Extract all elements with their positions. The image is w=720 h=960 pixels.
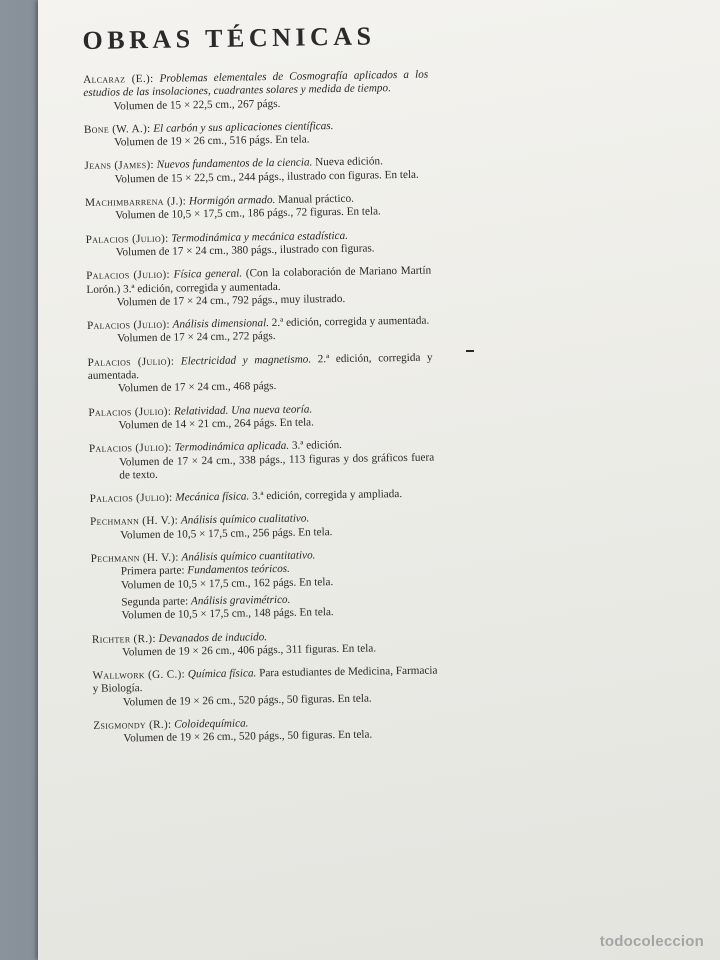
- entry-author: Palacios (Julio):: [85, 232, 169, 246]
- entry-details: Volumen de 19 × 26 cm., 520 págs., 50 figuras. En tela.: [123, 728, 373, 745]
- entry-title: Hormigón armado.: [188, 194, 276, 208]
- entry-edition: 2.ª edición, corregida y aumentada.: [271, 314, 430, 330]
- entry-edition: (Con la colaboración de Mariano Martín Lorón.) 3.ª edición, corregida y aumentada.: [86, 264, 432, 296]
- entry-author: Palacios (Julio):: [88, 441, 172, 456]
- entry-author: Palacios (Julio):: [87, 355, 175, 369]
- entry-part: [91, 561, 436, 593]
- list-item: [93, 714, 438, 746]
- list-item: [92, 628, 437, 660]
- entry-title: Relatividad. Una nueva teoría.: [173, 403, 313, 418]
- entry-author: Wallwork (G. C.):: [92, 668, 186, 683]
- entry-details: Volumen de 15 × 22,5 cm., 267 págs.: [113, 97, 281, 113]
- entry-edition: 3.ª edición.: [291, 439, 343, 452]
- entry-details: Volumen de 10,5 × 17,5 cm., 186 págs., 72 figuras. En tela.: [115, 205, 381, 222]
- entry-details: Volumen de 17 × 24 cm., 468 págs.: [117, 380, 277, 395]
- entry-list: [83, 69, 439, 747]
- list-item: [88, 401, 433, 433]
- entry-details: Volumen de 15 × 22,5 cm., 244 págs., ilustrado con figuras. En tela.: [114, 168, 419, 186]
- list-item: [86, 228, 431, 260]
- part-details: Volumen de 10,5 × 17,5 cm., 148 págs. En tela.: [121, 606, 334, 622]
- entry-title: Electricidad y magnetismo.: [180, 353, 312, 368]
- list-item: [91, 548, 437, 624]
- part-title: Fundamentos teóricos.: [187, 563, 290, 577]
- list-item: [89, 438, 435, 483]
- part-label: Segunda parte:: [121, 595, 189, 609]
- entry-author: Palacios (Julio):: [86, 318, 170, 333]
- entry-title: Análisis dimensional.: [172, 317, 270, 331]
- catalog-content: [82, 1, 439, 757]
- part-title: Análisis gravimétrico.: [190, 593, 291, 608]
- list-item: [90, 488, 435, 507]
- entry-edition: 2.ª edición, corregida y aumentada.: [87, 351, 433, 383]
- part-details: Volumen de 10,5 × 17,5 cm., 162 págs. En tela.: [121, 575, 334, 592]
- entry-edition: 3.ª edición, corregida y ampliada.: [251, 488, 403, 503]
- entry-author: Jeans (James):: [84, 159, 154, 173]
- entry-details: Volumen de 17 × 24 cm., 272 págs.: [117, 330, 276, 345]
- entry-details: Volumen de 17 × 24 cm., 338 págs., 113 figuras y dos gráficos fuera de texto.: [119, 451, 435, 482]
- entry-title: Física general.: [173, 267, 243, 281]
- entry-author: Zsigmondy (R.):: [93, 718, 172, 732]
- entry-author: Richter (R.):: [91, 632, 156, 646]
- entry-title: Termodinámica y mecánica estadística.: [171, 229, 349, 245]
- entry-details: Volumen de 10,5 × 17,5 cm., 256 págs. En tela.: [120, 525, 333, 542]
- entry-author: Palacios (Julio):: [89, 491, 173, 506]
- entry-title: Análisis químico cuantitativo.: [181, 549, 316, 564]
- entry-edition: Para estudiantes de Medicina, Farmacia y Biología.: [92, 664, 438, 696]
- entry-details: Volumen de 17 × 24 cm., 792 págs., muy ilustrado.: [116, 292, 346, 309]
- entry-title: Devanados de inducido.: [158, 630, 268, 645]
- list-item: [84, 155, 429, 187]
- list-item: [86, 265, 432, 310]
- entry-author: Alcaraz (E.):: [83, 72, 154, 86]
- entry-author: Machimbarrena (J.):: [85, 195, 187, 210]
- entry-title: Química física.: [187, 667, 257, 681]
- entry-author: Bone (W. A.):: [83, 122, 151, 136]
- entry-edition: Nueva edición.: [315, 155, 383, 169]
- entry-title: Nuevos fundamentos de la ciencia.: [156, 156, 313, 172]
- entry-details: Volumen de 19 × 26 cm., 516 págs. En tela.: [114, 133, 310, 149]
- list-item: [87, 315, 432, 347]
- part-label: Primera parte:: [120, 564, 185, 578]
- ink-mark: [466, 350, 474, 352]
- entry-edition: Manual práctico.: [278, 192, 355, 207]
- entry-title: Termodinámica aplicada.: [174, 440, 290, 454]
- entry-author: Palacios (Julio):: [88, 405, 172, 419]
- list-item: [90, 511, 435, 543]
- entry-author: Pechmann (H. V.):: [90, 514, 179, 529]
- list-item: [85, 192, 430, 224]
- entry-title: El carbón y sus aplicaciones científicas.: [153, 119, 334, 135]
- entry-details: Volumen de 14 × 21 cm., 264 págs. En tela.: [118, 416, 314, 432]
- page-title: OBRAS TÉCNICAS: [82, 21, 376, 55]
- entry-author: Palacios (Julio):: [86, 268, 171, 283]
- list-item: [88, 351, 434, 396]
- entry-title: Análisis químico cualitativo.: [180, 512, 310, 527]
- entry-details: Volumen de 19 × 26 cm., 520 págs., 50 figuras. En tela.: [122, 692, 372, 709]
- entry-part: [91, 591, 436, 623]
- entry-author: Pechmann (H. V.):: [90, 551, 179, 565]
- list-item: [83, 69, 429, 114]
- entry-details: Volumen de 19 × 26 cm., 406 págs., 311 figuras. En tela.: [122, 642, 377, 659]
- entry-details: Volumen de 17 × 24 cm., 380 págs., ilustrado con figuras.: [115, 242, 375, 259]
- entry-title: Problemas elementales de Cosmografía aplicados a los estudios de las insolaciones, cuadrantes solares y medida de tiempo.: [83, 68, 429, 100]
- entry-title: Mecánica física.: [175, 490, 250, 504]
- catalog-page: [38, 0, 720, 960]
- list-item: [84, 118, 429, 150]
- entry-title: Coloidequímica.: [174, 717, 249, 731]
- list-item: [92, 665, 438, 710]
- watermark-logo: todocoleccion: [599, 933, 704, 950]
